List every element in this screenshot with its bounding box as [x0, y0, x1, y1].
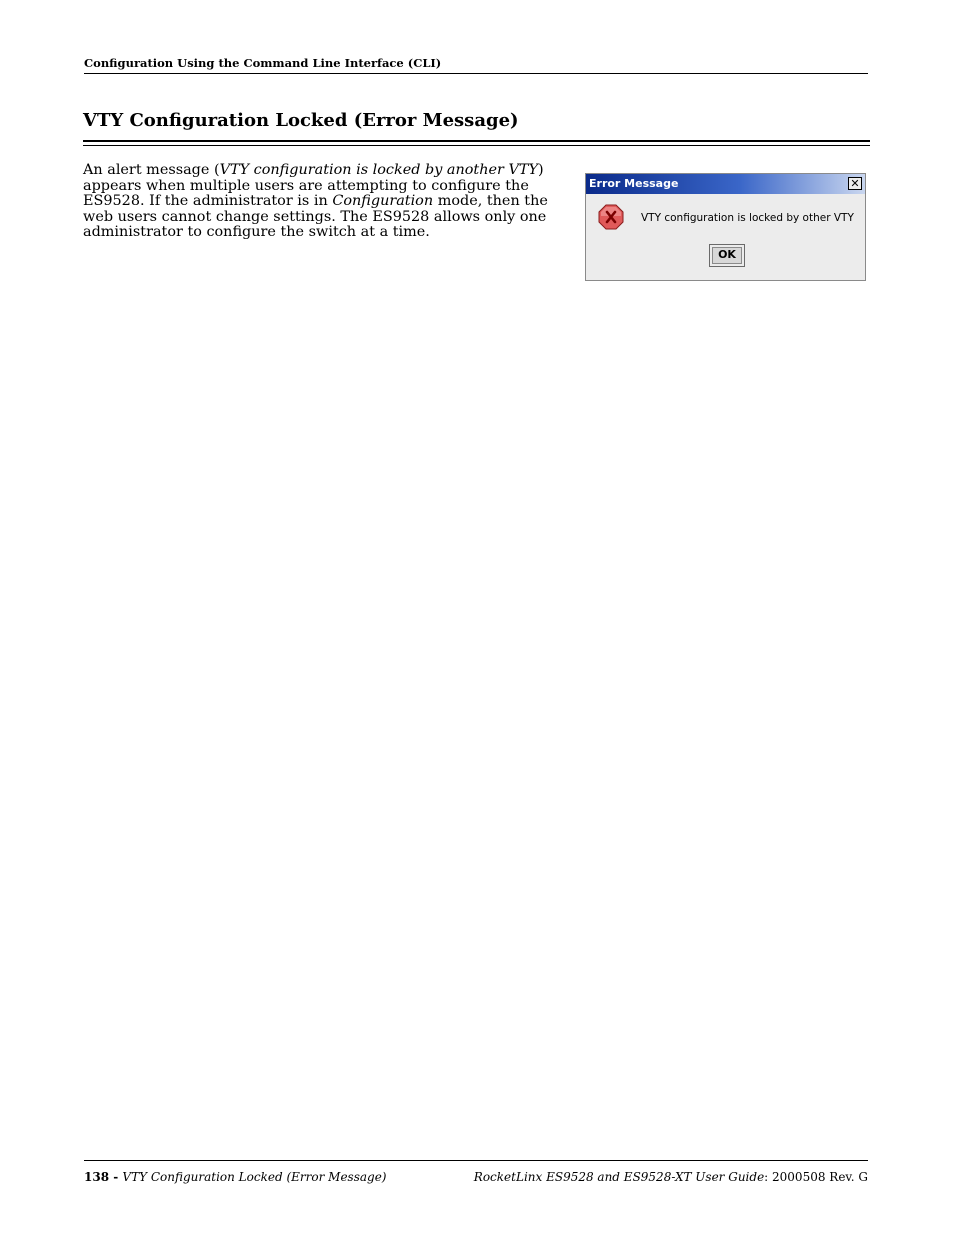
error-x-icon [598, 204, 624, 230]
title-rule-thin [83, 145, 870, 146]
footer-guide-title: RocketLinx ES9528 and ES9528-XT User Guide [473, 1170, 765, 1184]
running-header: Configuration Using the Command Line Interface (CLI) [84, 56, 868, 74]
dialog-titlebar [586, 174, 865, 194]
para-text-1: An alert message ( [83, 162, 220, 178]
footer-section-ref: VTY Configuration Locked (Error Message) [122, 1170, 387, 1184]
section-title: VTY Configuration Locked (Error Message) [83, 110, 519, 131]
dialog-message: VTY configuration is locked by other VTY [641, 212, 854, 224]
footer-left [84, 1170, 386, 1184]
page-number: 138 [84, 1170, 110, 1184]
close-button[interactable]: ✕ [848, 177, 862, 190]
error-dialog-screenshot [585, 173, 866, 281]
title-rule-thick [83, 140, 870, 142]
footer-doc-number: : 2000508 Rev. G [764, 1170, 868, 1184]
dialog-title: Error Message [589, 177, 679, 190]
ok-button[interactable]: OK [709, 244, 745, 267]
para-text-2: ) appears when multiple users are attempting to configure the ES9528. If the administrator is in [83, 162, 544, 209]
running-footer [84, 1160, 868, 1184]
body-paragraph [83, 163, 553, 241]
footer-right [474, 1170, 868, 1184]
para-text-3: mode, then the web users cannot change settings. The ES9528 allows only one administrator to configure the switch at a time. [83, 193, 548, 240]
para-emphasis-alert: VTY configuration is locked by another VTY [219, 162, 538, 178]
footer-separator: - [109, 1170, 123, 1184]
para-emphasis-mode: Configuration [332, 193, 434, 209]
